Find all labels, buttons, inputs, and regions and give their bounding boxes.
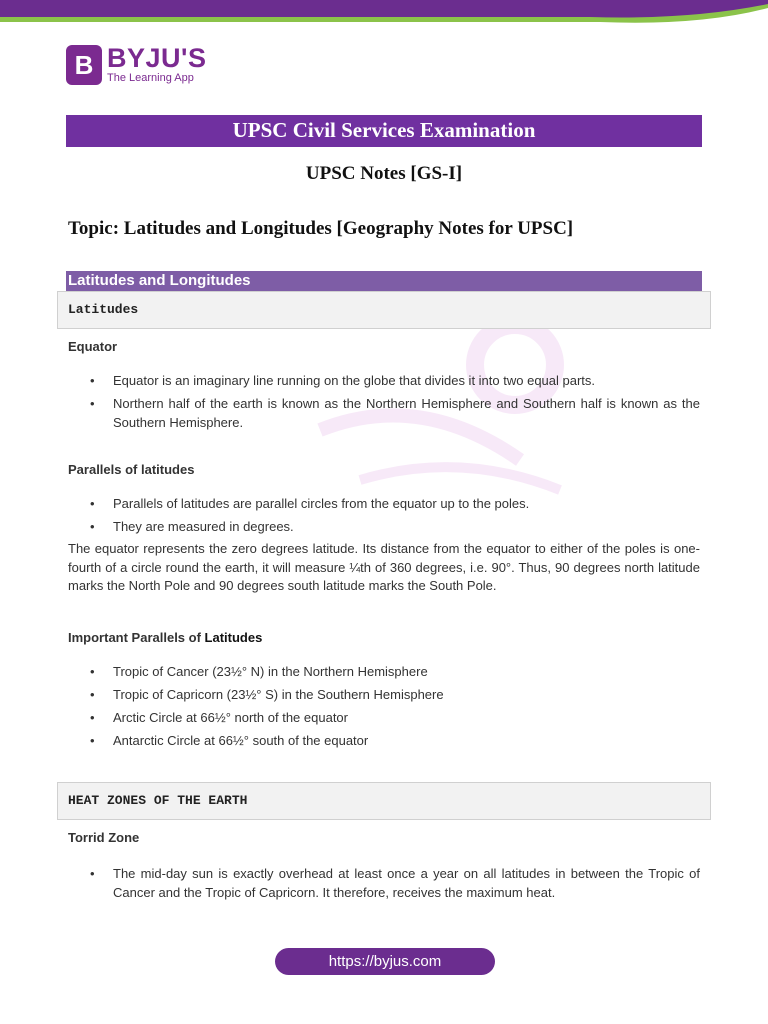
topic-title: Topic: Latitudes and Longitudes [Geography Notes for UPSC] [68,218,574,239]
list-item [68,371,700,390]
parallels-paragraph: The equator represents the zero degrees latitude. Its distance from the equator to either of the poles is one-fourth of a circle round the earth, it will measure ¼th of 360 degrees, i.e. 90°. Thus, 90 degrees north latitude marks the North Pole and 90 degrees south latitude marks the South Pole. [68,541,700,593]
section-title-bar: Latitudes and Longitudes [66,271,702,291]
logo-brand-name: BYJU'S [107,43,207,73]
important-heading-bold: Latitudes [204,630,263,645]
bullet: • [90,396,95,411]
bullet: • [90,664,95,679]
top-decorative-band [0,0,768,26]
list-item-text: Tropic of Capricorn (23½° S) in the Southern Hemisphere [113,687,444,702]
parallels-list [68,494,700,540]
byjus-logo[interactable] [66,44,206,86]
bullet: • [90,866,95,881]
parallels-heading: Parallels of latitudes [68,462,195,477]
bullet: • [90,496,95,511]
list-item [68,494,700,513]
list-item [68,394,700,432]
logo-letter: B [74,50,94,80]
bullet: • [90,373,95,388]
equator-list [68,371,700,436]
list-item-text: Parallels of latitudes are parallel circles from the equator up to the poles. [113,496,530,511]
exam-title-banner: UPSC Civil Services Examination [66,115,702,147]
notes-subtitle: UPSC Notes [GS-I] [305,163,463,184]
bullet: • [90,519,95,534]
logo-text [107,45,206,85]
bullet: • [90,687,95,702]
list-item-text: Arctic Circle at 66½° north of the equator [113,710,348,725]
bullet: • [90,710,95,725]
list-item-text: The mid-day sun is exactly overhead at least once a year on all latitudes in between the Tropic of Cancer and the Tropic of Capricorn. It therefore, receives the maximum heat. [113,866,700,900]
important-heading-prefix: Important Parallels of [68,630,205,645]
footer-url-link[interactable]: https://byjus.com [275,948,495,975]
list-item [68,864,700,902]
latitudes-heading-box: Latitudes [57,291,711,329]
list-item-text: Northern half of the earth is known as the Northern Hemisphere and Southern half is known as the Southern Hemisphere. [113,396,700,430]
torrid-zone-heading: Torrid Zone [68,830,140,845]
list-item-text: Equator is an imaginary line running on the globe that divides it into two equal parts. [113,373,596,388]
list-item [68,517,700,536]
torrid-zone-list [68,864,700,906]
list-item [68,708,700,727]
list-item [68,685,700,704]
list-item-text: Antarctic Circle at 66½° south of the equator [113,733,369,748]
heat-zones-heading-box: HEAT ZONES OF THE EARTH [57,782,711,820]
list-item [68,731,700,750]
list-item-text: They are measured in degrees. [113,519,294,534]
list-item-text: Tropic of Cancer (23½° N) in the Northern Hemisphere [113,664,428,679]
logo-mark [66,45,102,85]
logo-tagline: The Learning App [107,72,194,84]
important-parallels-list [68,662,700,754]
equator-heading: Equator [68,339,118,354]
important-parallels-heading [68,630,262,645]
bullet: • [90,733,95,748]
list-item [68,662,700,681]
